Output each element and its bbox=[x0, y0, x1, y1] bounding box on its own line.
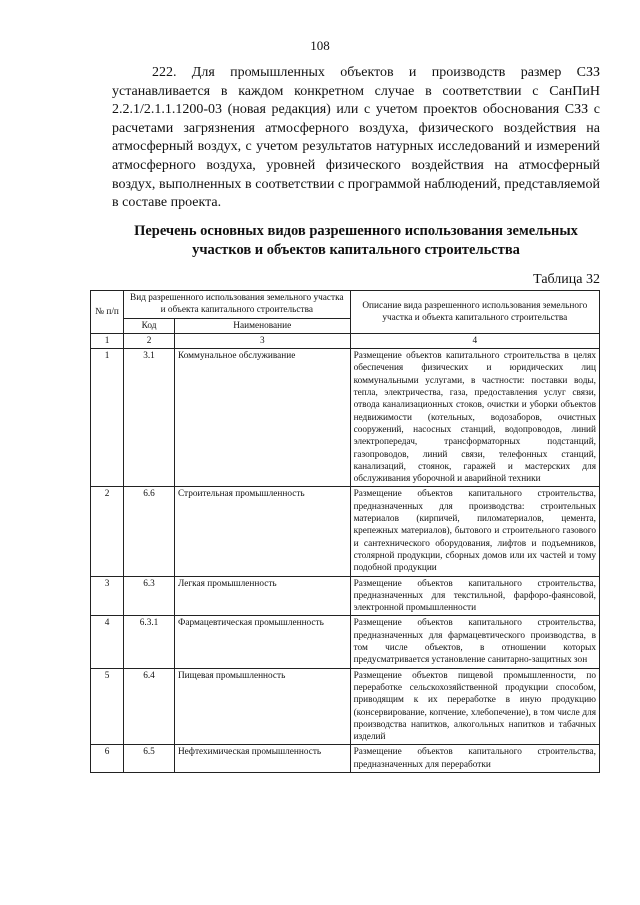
row-num: 6 bbox=[91, 745, 124, 773]
row-num: 1 bbox=[91, 349, 124, 487]
header-name: Наименование bbox=[174, 318, 350, 333]
row-code: 6.6 bbox=[124, 487, 175, 576]
table-row bbox=[91, 349, 600, 487]
row-name: Фармацевтическая промышленность bbox=[174, 616, 350, 668]
col-number: 2 bbox=[124, 333, 175, 348]
column-number-row bbox=[91, 333, 600, 348]
row-num: 5 bbox=[91, 668, 124, 745]
table-row bbox=[91, 487, 600, 576]
header-group: Вид разрешенного использования земельного участка и объекта капитального строительства bbox=[124, 291, 350, 319]
row-desc: Размещение объектов пищевой промышленности, по переработке сельскохозяйственной продукции способом, приводящим к их переработке в иную продукцию (консервирование, копчение, хлебопечение), в том числе для производства напитков, алкогольных напитков и табачных изделий bbox=[350, 668, 599, 745]
row-name: Строительная промышленность bbox=[174, 487, 350, 576]
land-use-table bbox=[90, 290, 600, 773]
row-name: Нефтехимическая промышленность bbox=[174, 745, 350, 773]
row-code: 6.4 bbox=[124, 668, 175, 745]
col-number: 1 bbox=[91, 333, 124, 348]
table-row bbox=[91, 576, 600, 616]
row-code: 6.3 bbox=[124, 576, 175, 616]
table-row bbox=[91, 616, 600, 668]
col-number: 3 bbox=[174, 333, 350, 348]
row-num: 2 bbox=[91, 487, 124, 576]
heading-line-1: Перечень основных видов разрешенного использования земельных bbox=[134, 223, 578, 239]
section-heading bbox=[112, 222, 600, 260]
row-name: Коммунальное обслуживание bbox=[174, 349, 350, 487]
row-desc: Размещение объектов капитального строительства, предназначенных для текстильной, фарфоро-фаянсовой, электронной промышленности bbox=[350, 576, 599, 616]
table-header-row bbox=[91, 291, 600, 319]
row-name: Пищевая промышленность bbox=[174, 668, 350, 745]
page-number: 108 bbox=[310, 38, 330, 53]
row-code: 3.1 bbox=[124, 349, 175, 487]
table-row bbox=[91, 745, 600, 773]
row-num: 3 bbox=[91, 576, 124, 616]
row-desc: Размещение объектов капитального строительства, предназначенных для переработки bbox=[350, 745, 599, 773]
row-desc: Размещение объектов капитального строительства, предназначенных для производства: строительных материалов (кирпичей, пиломатериалов, цемента, крепежных материалов), бытового и строительного газового и сантехнического оборудования, лифтов и подъемников, столярной продукции, сборных домов или их частей и тому подобной продукции bbox=[350, 487, 599, 576]
row-desc: Размещение объектов капитального строительства, предназначенных для фармацевтического производства, в том числе объектов, в отношении которых предусматривается установление санитарно-защитных зон bbox=[350, 616, 599, 668]
table-row bbox=[91, 668, 600, 745]
row-desc: Размещение объектов капитального строительства в целях обеспечения физических и юридических лиц коммунальными услугами, в частности: поставки воды, тепла, электричества, газа, предоставления услуг связи, отвода канализационных стоков, очистки и уборки объектов недвижимости (котельных, водозаборов, очистных сооружений, насосных станций, водопроводов, линий электропередач, трансформаторных подстанций, газопроводов, линий связи, телефонных станций, канализаций, стоянок, гаражей и мастерских для обслуживания уборочной и аварийной техники bbox=[350, 349, 599, 487]
row-name: Легкая промышленность bbox=[174, 576, 350, 616]
row-code: 6.3.1 bbox=[124, 616, 175, 668]
header-num: № п/п bbox=[91, 291, 124, 334]
table-caption: Таблица 32 bbox=[533, 272, 600, 287]
col-number: 4 bbox=[350, 333, 599, 348]
header-desc: Описание вида разрешенного использования земельного участка и объекта капитального строительства bbox=[350, 291, 599, 334]
header-code: Код bbox=[124, 318, 175, 333]
intro-paragraph: 222. Для промышленных объектов и производств размер СЗЗ устанавливается в каждом конкретном случае в соответствии с СанПиН 2.2.1/2.1.1.1200-03 (новая редакция) или с учетом проектов обоснования СЗЗ с расчетами загрязнения атмосферного воздуха, физического воздействия на атмосферный воздух, с учетом результатов натурных исследований и измерений атмосферного воздуха, уровней физического воздействия на атмосферный воздух, выполненных в соответствии с программой наблюдений, представляемой в составе проекта. bbox=[112, 65, 600, 211]
row-code: 6.5 bbox=[124, 745, 175, 773]
heading-line-2: участков и объектов капитального строительства bbox=[192, 242, 520, 258]
row-num: 4 bbox=[91, 616, 124, 668]
